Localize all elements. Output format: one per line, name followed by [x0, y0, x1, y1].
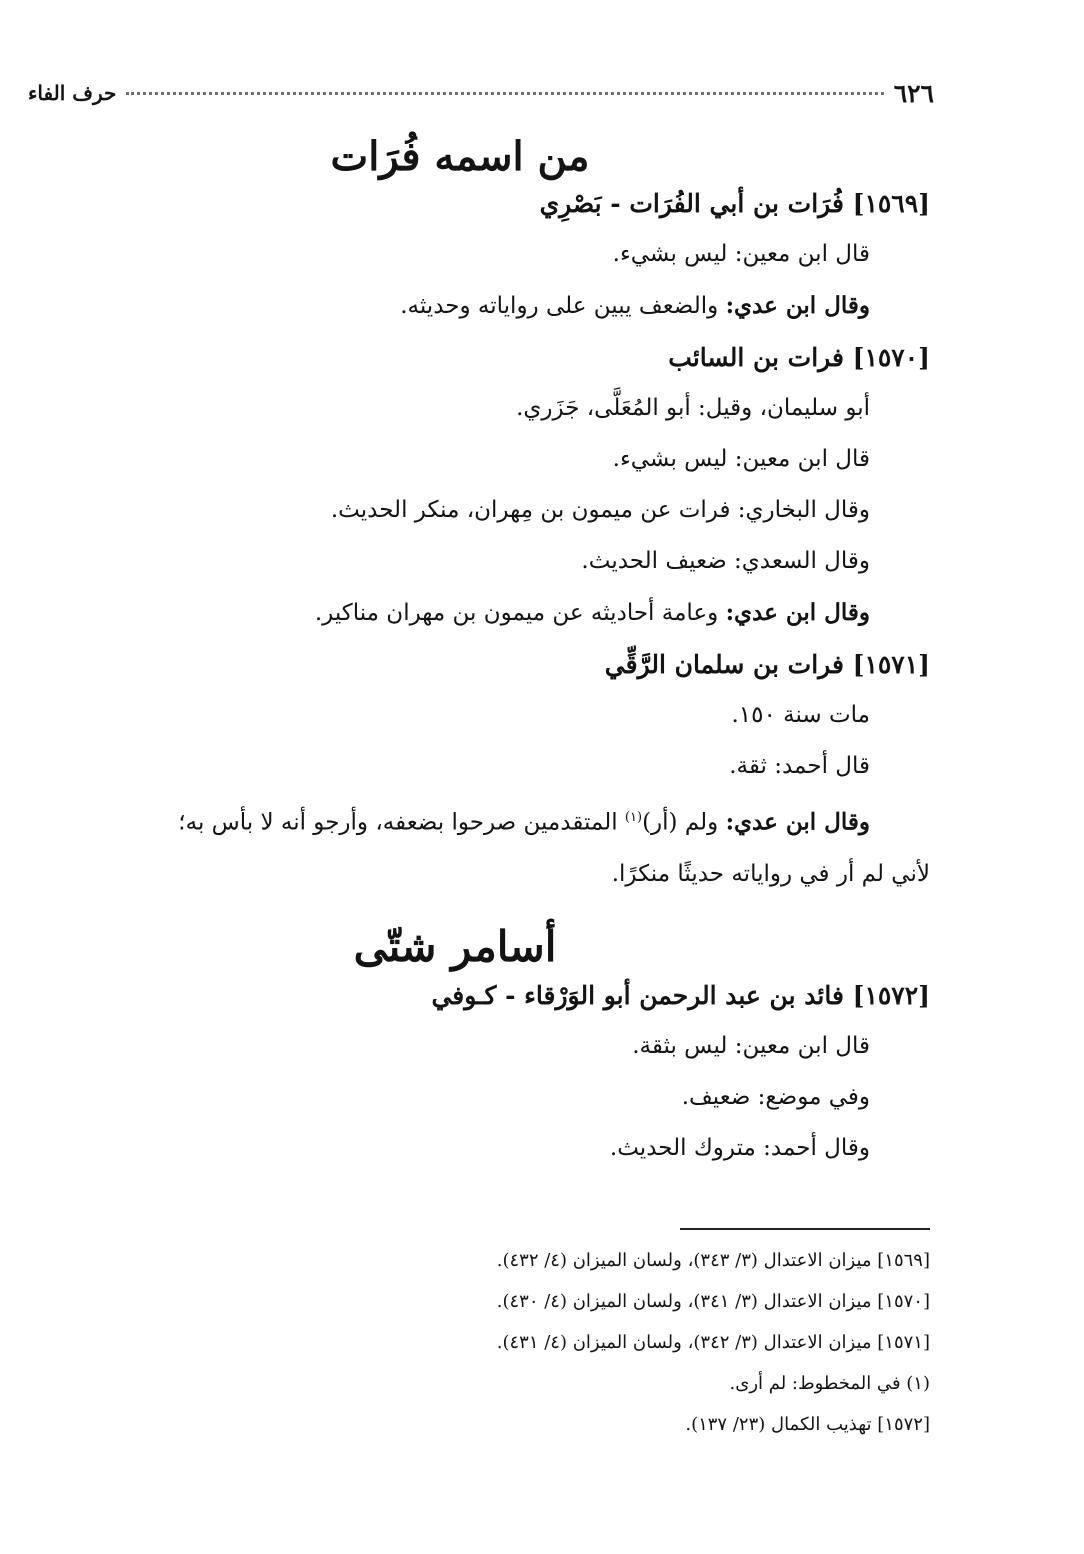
- footnote: [١٥٧٠] ميزان الاعتدال (٣/ ٣٤١)، ولسان الميزان (٤/ ٤٣٠).: [496, 1291, 930, 1312]
- entry-heading: [١٥٦٩] فُرَات بن أبي الفُرَات - بَصْرِي: [539, 189, 930, 218]
- entry-line: وقال ابن عدي: والضعف يبين على رواياته وحديثه.: [400, 292, 870, 319]
- entry-line: قال ابن معين: ليس بشيء.: [612, 241, 870, 267]
- entry-line: وقال أحمد: متروك الحديث.: [609, 1135, 870, 1161]
- page-number: ٦٢٦: [893, 78, 934, 108]
- entry-paragraph-continuation: لأني لم أر في رواياته حديثًا منكرًا.: [611, 860, 930, 887]
- section-body: [40, 970, 930, 1174]
- entry-line: وقال ابن عدي: وعامة أحاديثه عن ميمون بن مهران مناكير.: [314, 599, 870, 626]
- running-header: [28, 76, 934, 110]
- entry-line: مات سنة ١٥٠.: [731, 702, 870, 728]
- entry-line: أبو سليمان، وقيل: أبو المُعَلَّى، جَزَري.: [516, 395, 870, 421]
- footnote: [١٥٧٢] تهذيب الكمال (٢٣/ ١٣٧).: [685, 1414, 930, 1435]
- narrator-lead: وقال ابن عدي:: [725, 599, 870, 626]
- entry-line: قال أحمد: ثقة.: [729, 753, 870, 779]
- chapter-title: حرف الفاء: [28, 81, 117, 105]
- entry-line: قال ابن معين: ليس بثقة.: [632, 1033, 870, 1059]
- entry-heading: [١٥٧٢] فائد بن عبد الرحمن أبو الوَرْقاء - كـوفي: [431, 981, 930, 1010]
- narrator-lead: وقال ابن عدي:: [725, 808, 870, 836]
- footnote-ref[interactable]: (١): [624, 810, 643, 825]
- entry-heading: [١٥٧٠] فرات بن السائب: [668, 343, 930, 372]
- footnote-separator: [680, 1228, 930, 1230]
- footnote: [١٥٧١] ميزان الاعتدال (٣/ ٣٤٢)، ولسان الميزان (٤/ ٤٣١).: [496, 1332, 930, 1353]
- section-body: [40, 178, 930, 900]
- footnote: (١) في المخطوط: لم أرى.: [729, 1373, 930, 1394]
- entry-line: وقال السعدي: ضعيف الحديث.: [581, 548, 870, 574]
- entry-heading: [١٥٧١] فرات بن سلمان الرَّقِّي: [604, 650, 930, 679]
- entry-line: وقال البخاري: فرات عن ميمون بن مِهران، منكر الحديث.: [330, 497, 870, 523]
- section-title: أسامر شتّى: [353, 922, 557, 971]
- footnote: [١٥٦٩] ميزان الاعتدال (٣/ ٣٤٣)، ولسان الميزان (٤/ ٤٣٢).: [496, 1250, 930, 1271]
- narrator-lead: وقال ابن عدي:: [725, 292, 870, 319]
- section-title: من اسمه فُرَات: [330, 133, 590, 180]
- footnotes: [300, 1240, 930, 1445]
- header-dotted-rule: [126, 92, 883, 95]
- entry-paragraph: وقال ابن عدي: ولم (أر)$^{(١)}$ المتقدمين صرحوا بضعفه، وأرجو أنه لا بأس به؛: [178, 808, 870, 836]
- entry-line: قال ابن معين: ليس بشيء.: [612, 446, 870, 472]
- entry-line: وفي موضع: ضعيف.: [681, 1084, 870, 1110]
